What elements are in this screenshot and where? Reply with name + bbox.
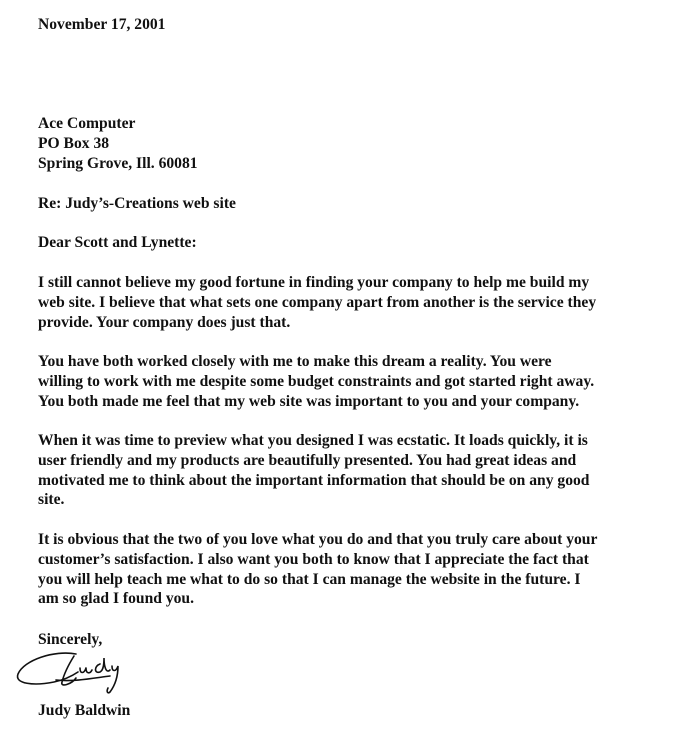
closing (38, 630, 102, 650)
paragraph-line: You both made me feel that my web site was important to you and your company. (38, 392, 580, 410)
subject-line (38, 194, 236, 214)
closing-text: Sincerely, (38, 631, 103, 648)
paragraph-line: I still cannot believe my good fortune in finding your company to help me build my (38, 274, 590, 291)
paragraph-line: It is obvious that the two of you love what you do and that you truly care about your (38, 531, 598, 548)
paragraph-1 (38, 273, 596, 332)
address-line: Spring Grove, Ill. 60081 (38, 154, 198, 172)
signer-name (38, 701, 130, 721)
paragraph-line: provide. Your company does just that. (38, 313, 291, 331)
paragraph-line: site. (38, 491, 65, 509)
paragraph-line: You have both worked closely with me to make this dream a reality. You were (38, 353, 552, 370)
salutation-text: Dear Scott and Lynette: (38, 234, 197, 251)
address-line: Ace Computer (38, 115, 136, 132)
signer-name-text: Judy Baldwin (38, 702, 131, 719)
paragraph-2 (38, 352, 594, 411)
address-line: PO Box 38 (38, 134, 110, 152)
subject-text: Re: Judy’s-Creations web site (38, 195, 236, 212)
paragraph-line: motivated me to think about the important information that should be on any good (38, 471, 590, 489)
paragraph-line: you will help teach me what to do so that I can manage the website in the future. I (38, 570, 581, 588)
letter-date (38, 15, 165, 35)
paragraph-line: am so glad I found you. (38, 590, 194, 608)
recipient-address (38, 114, 198, 173)
paragraph-line: user friendly and my products are beautifully presented. You had great ideas and (38, 451, 577, 469)
paragraph-line: web site. I believe that what sets one company apart from another is the service they (38, 293, 597, 311)
paragraph-line: willing to work with me despite some budget constraints and got started right away. (38, 372, 595, 390)
handwritten-signature (14, 648, 134, 705)
salutation (38, 233, 197, 253)
paragraph-line: customer’s satisfaction. I also want you both to know that I appreciate the fact that (38, 550, 589, 568)
date-text: November 17, 2001 (38, 16, 166, 33)
paragraph-line: When it was time to preview what you designed I was ecstatic. It loads quickly, it is (38, 432, 588, 449)
paragraph-4 (38, 530, 597, 609)
paragraph-3 (38, 431, 589, 510)
